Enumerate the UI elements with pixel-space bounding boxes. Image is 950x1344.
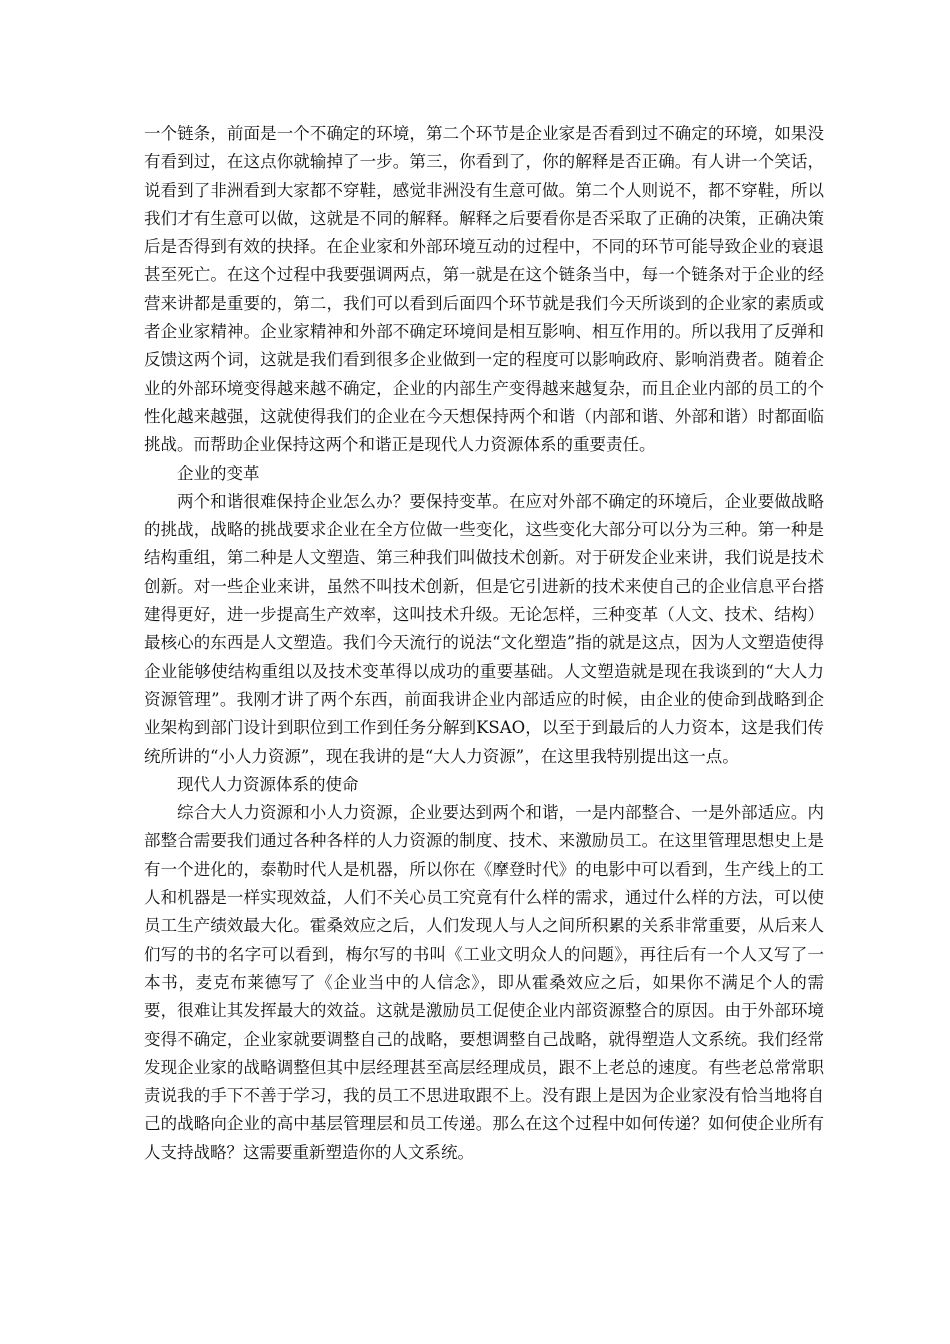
section-heading-enterprise-change: 企业的变革 — [177, 463, 260, 483]
paragraph-hr-mission: 综合大人力资源和小人力资源，企业要达到两个和谐，一是内部整合、一是外部适应。内部整合需要我们通过各种各样的人力资源的制度、技术、来激励员工。在这里管理思想史上是有一个进化的，泰勒时代人是机器，所以你在《摩登时代》的电影中可以看到，生产线上的工人和机器是一样实现效益，人们不关心员工究竟有什么样的需求，通过什么样的方法，可以使员工生产绩效最大化。霍桑效应之后，人们发现人与人之间所积累的关系非常重要，从后来人们写的书的名字可以看到，梅尔写的书叫《工业文明众人的问题》，再往后有一个人又写了一本书，麦克布莱德写了《企业当中的人信念》，即从霍桑效应之后，如果你不满足个人的需要，很难让其发挥最大的效益。这就是激励员工促使企业内部资源整合的原因。由于外部环境变得不确定，企业家就要调整自己的战略，要想调整自己战略，就得塑造人文系统。我们经常发现企业家的战略调整但其中层经理甚至高层经理成员，跟不上老总的速度。有些老总常常职责说我的手下不善于学习，我的员工不思进取跟不上。没有跟上是因为企业家没有恰当地将自己的战略向企业的高中基层管理层和员工传递。那么在这个过程中如何传递？如何使企业所有人支持战略？这需要重新塑造你的人文系统。 — [144, 803, 824, 1162]
section-heading-hr-mission: 现代人力资源体系的使命 — [177, 774, 359, 794]
document-body — [144, 120, 824, 1167]
paragraph-enterprise-change: 两个和谐很难保持企业怎么办？要保持变革。在应对外部不确定的环境后，企业要做战略的挑战，战略的挑战要求企业在全方位做一些变化，这些变化大部分可以分为三种。第一种是结构重组，第二种是人文塑造、第三种我们叫做技术创新。对于研发企业来讲，我们说是技术创新。对一些企业来讲，虽然不叫技术创新，但是它引进新的技术来使自己的企业信息平台搭建得更好，进一步提高生产效率，这叫技术升级。无论怎样，三种变革（人文、技术、结构）最核心的东西是人文塑造。我们今天流行的说法“文化塑造”指的就是这点，因为人文塑造使得企业能够使结构重组以及技术变革得以成功的重要基础。人文塑造就是现在我谈到的“大人力资源管理”。我刚才讲了两个东西，前面我讲企业内部适应的时候，由企业的使命到战略到企业架构到部门设计到职位到工作到任务分解到KSAO，以至于到最后的人力资本，这是我们传统所讲的“小人力资源”，现在我讲的是“大人力资源”，在这里我特别提出这一点。 — [144, 491, 824, 766]
paragraph-entrepreneur-chain: 一个链条，前面是一个不确定的环境，第二个环节是企业家是否看到过不确定的环境，如果没有看到过，在这点你就输掉了一步。第三，你看到了，你的解释是否正确。有人讲一个笑话，说看到了非洲看到大家都不穿鞋，感觉非洲没有生意可做。第二个人则说不，都不穿鞋，所以我们才有生意可以做，这就是不同的解释。解释之后要看你是否采取了正确的决策，正确决策后是否得到有效的抉择。在企业家和外部环境互动的过程中，不同的环节可能导致企业的衰退甚至死亡。在这个过程中我要强调两点，第一就是在这个链条当中，每一个链条对于企业的经营来讲都是重要的，第二，我们可以看到后面四个环节就是我们今天所谈到的企业家的素质或者企业家精神。企业家精神和外部不确定环境间是相互影响、相互作用的。所以我用了反弹和反馈这两个词，这就是我们看到很多企业做到一定的程度可以影响政府、影响消费者。随着企业的外部环境变得越来越不确定，企业的内部生产变得越来越复杂，而且企业内部的员工的个性化越来越强，这就使得我们的企业在今天想保持两个和谐（内部和谐、外部和谐）时都面临挑战。而帮助企业保持这两个和谐正是现代人力资源体系的重要责任。 — [144, 124, 824, 455]
